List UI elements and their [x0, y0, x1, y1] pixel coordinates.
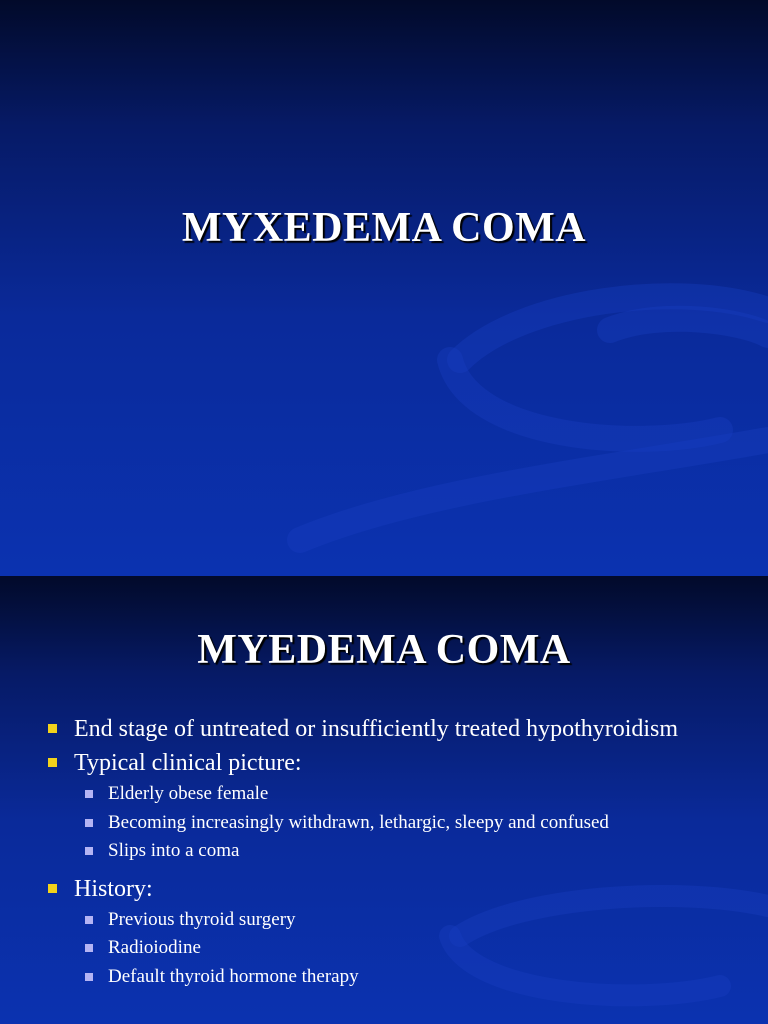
slide-title: MYXEDEMA COMA: [181, 205, 587, 251]
sub-bullet-item: [48, 809, 678, 838]
sub-bullet-square-icon: [85, 944, 93, 952]
sub-bullet-item: [48, 934, 678, 963]
sub-bullet-text: Previous thyroid surgery: [108, 908, 296, 930]
sub-bullet-list: [48, 780, 678, 866]
bullet-item: [48, 872, 678, 906]
sub-bullet-item: [48, 963, 678, 992]
bullet-text: History:: [74, 875, 153, 902]
sub-bullet-text: Slips into a coma: [108, 840, 240, 861]
sub-bullet-square-icon: [85, 790, 93, 798]
bullet-square-icon: [48, 724, 57, 733]
sub-bullet-item: [48, 837, 678, 866]
sub-bullet-text: Default thyroid hormone therapy: [108, 965, 359, 987]
sub-bullet-text: Elderly obese female: [108, 783, 269, 804]
bullet-text: Typical clinical picture:: [74, 750, 302, 776]
bullet-text: End stage of untreated or insufficiently treated hypothyroidism: [74, 716, 679, 742]
bullet-item: [48, 746, 678, 780]
bullet-square-icon: [48, 758, 57, 767]
sub-bullet-text: Radioiodine: [108, 937, 201, 958]
sub-bullet-text: Becoming increasingly withdrawn, lethargic, sleepy and confused: [108, 811, 609, 833]
bullet-square-icon: [48, 884, 57, 893]
bullet-item: [48, 712, 678, 746]
sub-bullet-square-icon: [85, 819, 93, 827]
sub-bullet-square-icon: [85, 973, 93, 981]
sub-bullet-square-icon: [85, 847, 93, 855]
sub-bullet-list: [48, 906, 678, 992]
bullet-list: [48, 712, 678, 997]
sub-bullet-square-icon: [85, 916, 93, 924]
sub-bullet-item: [48, 780, 678, 809]
content-slide: [0, 576, 768, 1024]
sub-bullet-item: [48, 906, 678, 935]
slide-title: MYEDEMA COMA: [197, 627, 571, 673]
swirl-decoration-icon: [0, 240, 768, 576]
